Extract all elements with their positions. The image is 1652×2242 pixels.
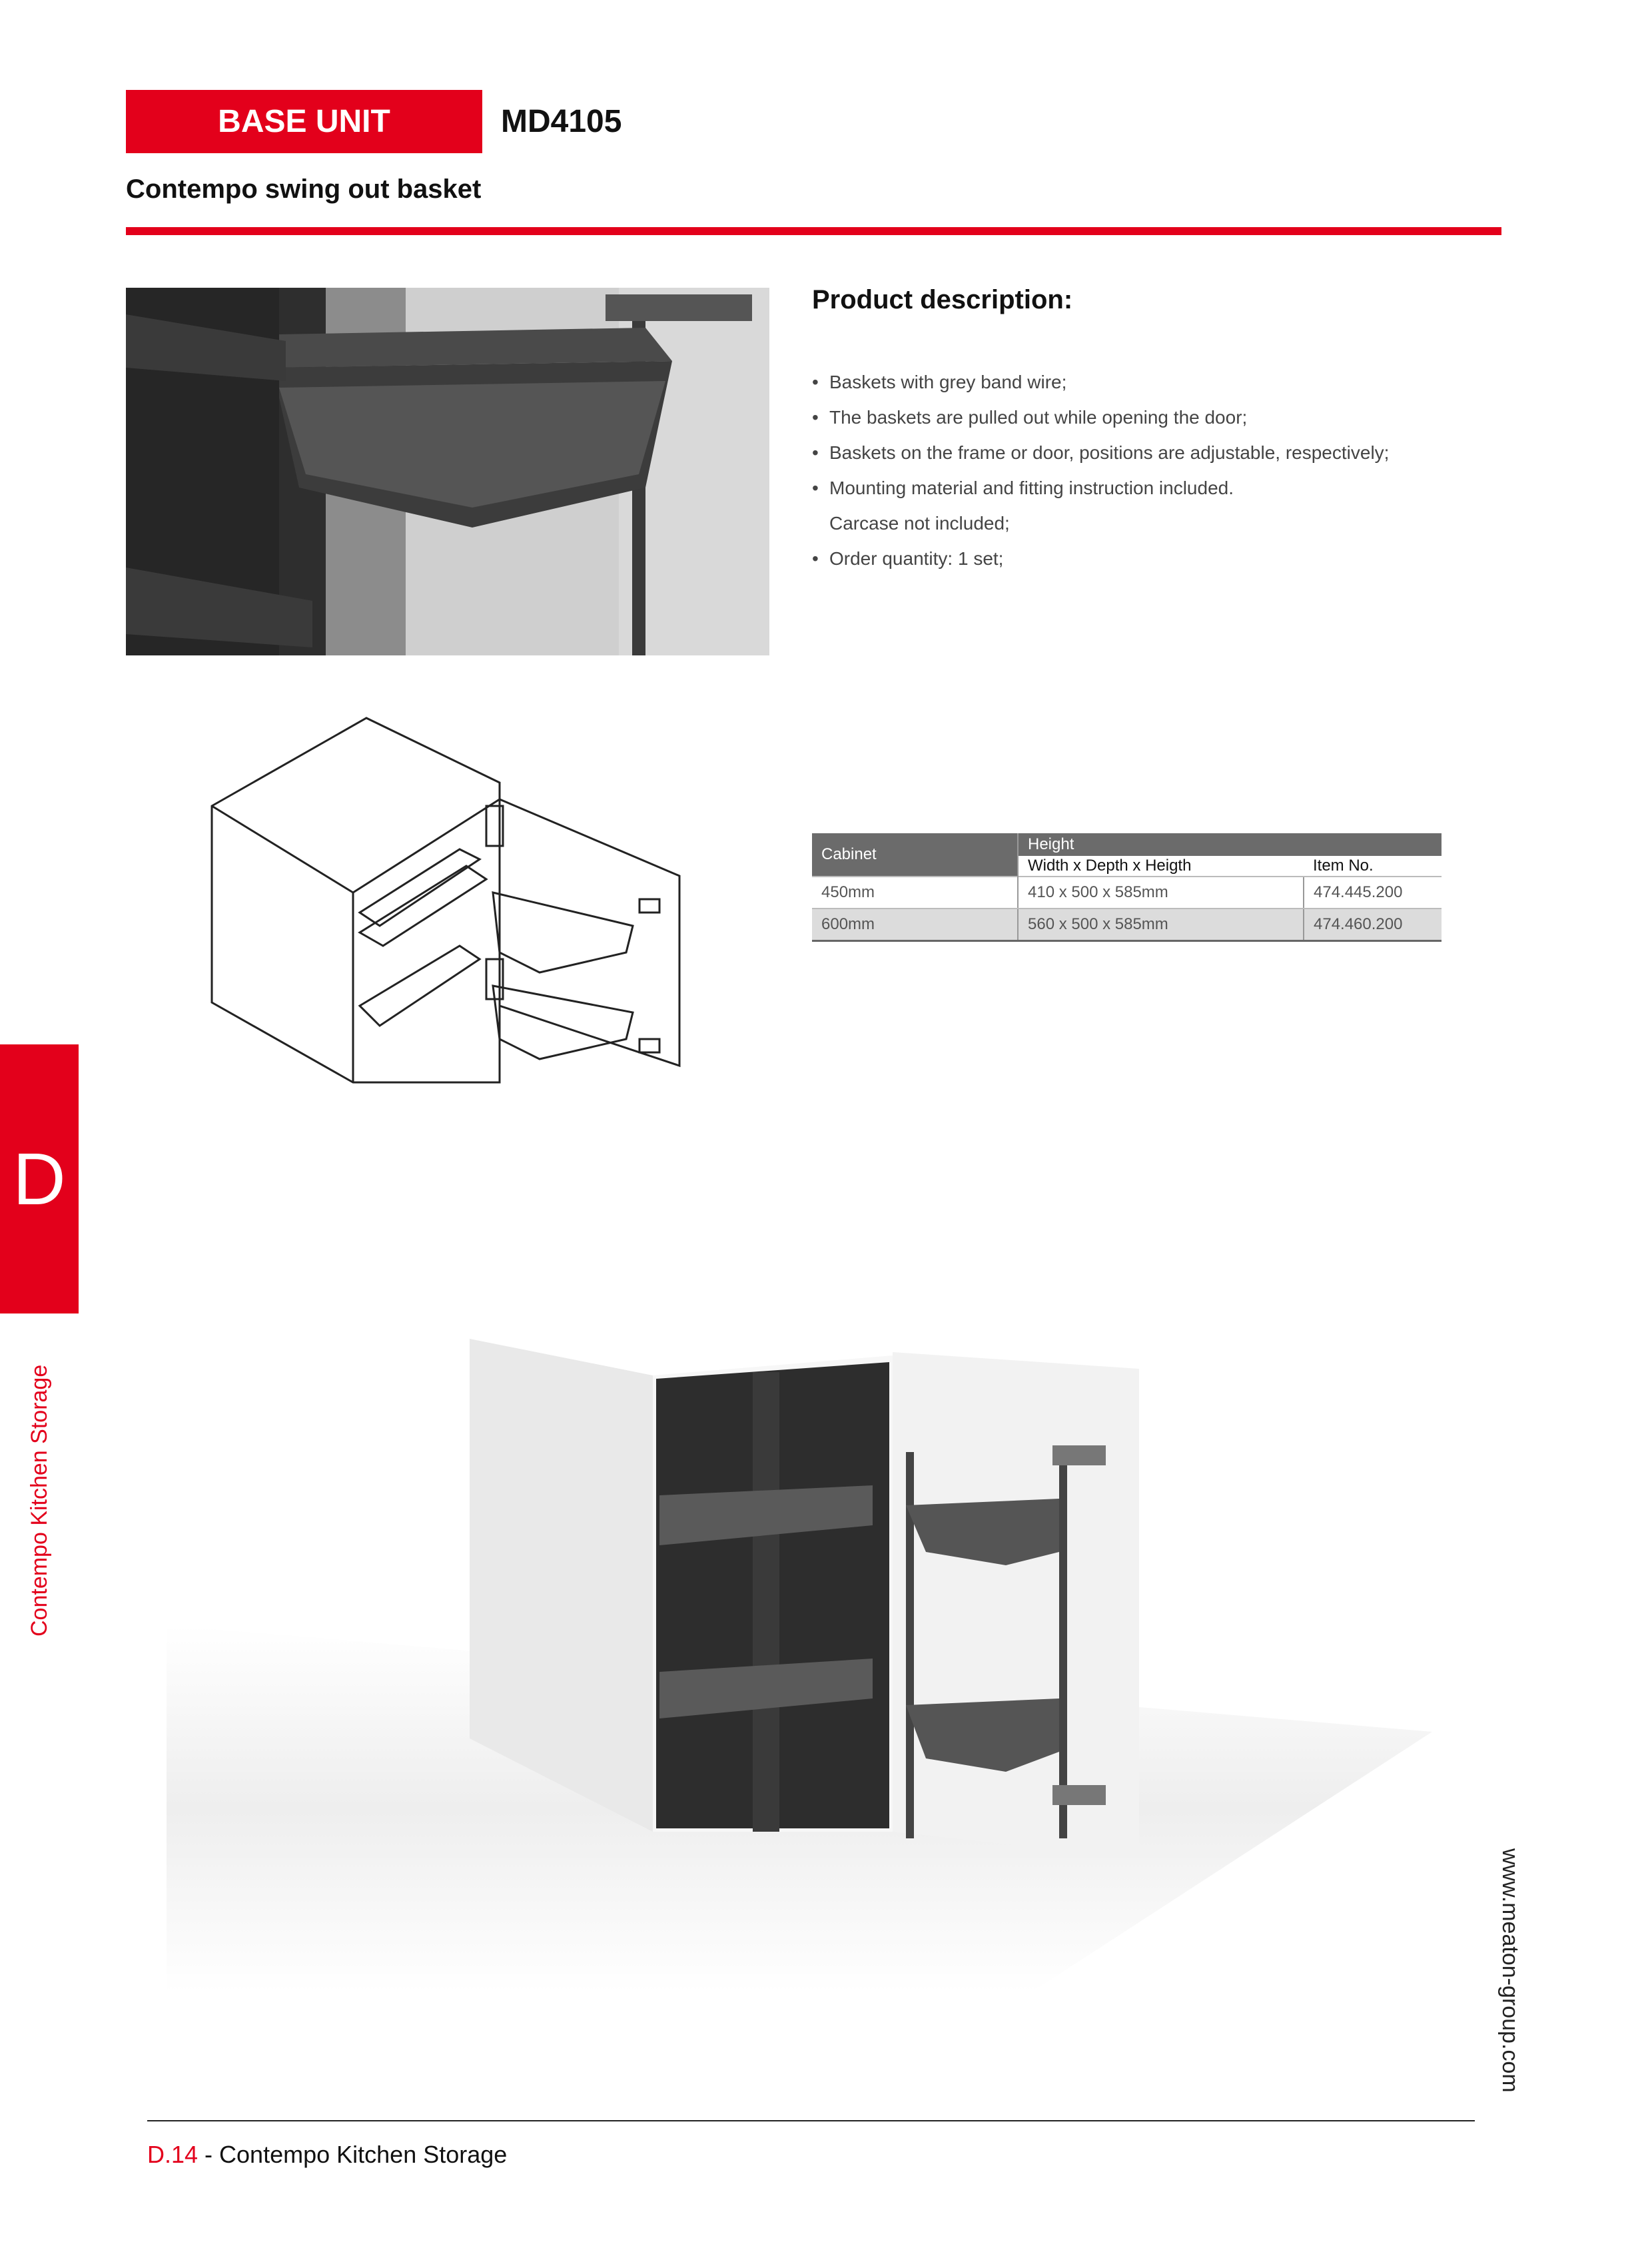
category-badge: [126, 90, 482, 153]
list-item: • Baskets on the frame or door, positions are adjustable, respectively;: [812, 442, 1390, 463]
col-dims-header: Width x Depth x Heigth: [1018, 856, 1304, 877]
product-subtitle: Contempo swing out basket: [126, 175, 482, 204]
cell-cabinet: 600mm: [812, 909, 1018, 941]
page-number: D.14: [147, 2141, 199, 2168]
col-cabinet-header: Cabinet: [812, 833, 1018, 877]
section-label: Contempo Kitchen Storage: [27, 1364, 52, 1637]
section-tab: [0, 1044, 79, 1313]
cell-item: 474.460.200: [1304, 909, 1442, 941]
cell-cabinet: 450mm: [812, 877, 1018, 909]
footer-text: - Contempo Kitchen Storage: [198, 2141, 508, 2168]
list-item: • Mounting material and fitting instruction included.: [812, 478, 1234, 498]
list-item-continuation: Carcase not included;: [829, 513, 1010, 534]
table-row: [812, 877, 1442, 909]
cell-dims: 410 x 500 x 585mm: [1018, 877, 1304, 909]
cell-dims: 560 x 500 x 585mm: [1018, 909, 1304, 941]
col-item-header: Item No.: [1304, 856, 1442, 877]
technical-line-drawing: [200, 706, 706, 1092]
product-render: [167, 1325, 1465, 2005]
footer-divider: [147, 2120, 1475, 2121]
col-height-header: Height: [1018, 833, 1442, 856]
product-photo: [126, 288, 769, 655]
model-number: MD4105: [501, 104, 622, 139]
website-url: www.meaton-group.com: [1497, 1848, 1523, 2093]
description-list: [812, 364, 1511, 576]
list-item: • Baskets with grey band wire;: [812, 372, 1067, 392]
header-divider: [126, 227, 1501, 235]
category-badge-label: BASE UNIT: [218, 104, 390, 139]
side-label-wrap: [27, 1339, 60, 1637]
section-letter: D: [13, 1138, 66, 1220]
description-title: Product description:: [812, 285, 1073, 314]
website-wrap: [1489, 1848, 1529, 2115]
footer: [147, 2141, 507, 2169]
spec-table: [812, 833, 1442, 942]
list-item: • Order quantity: 1 set;: [812, 548, 1004, 569]
table-row: [812, 909, 1442, 941]
cell-item: 474.445.200: [1304, 877, 1442, 909]
list-item: • The baskets are pulled out while opening the door;: [812, 407, 1248, 428]
